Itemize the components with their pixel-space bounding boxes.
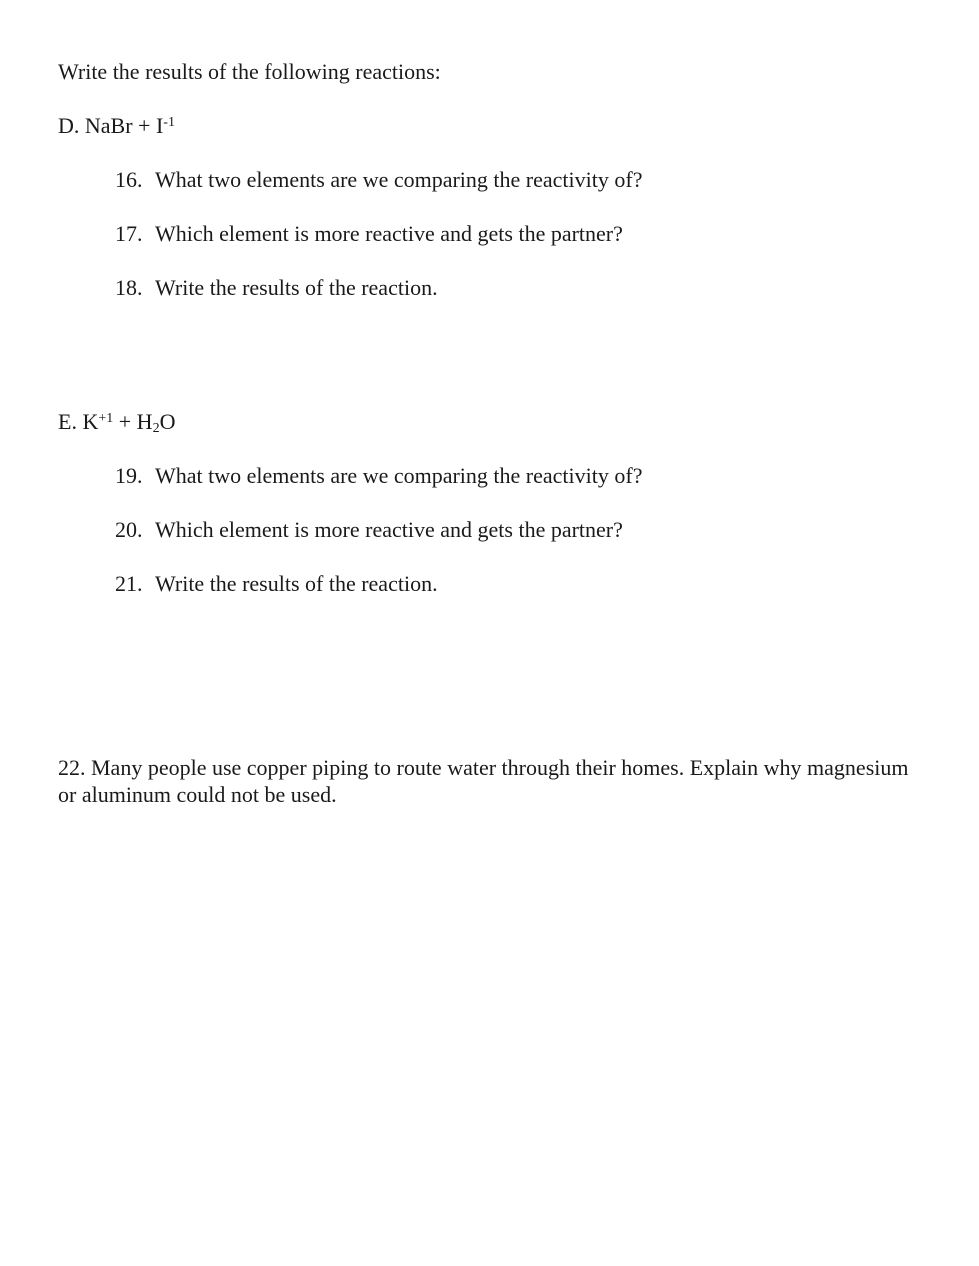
section-e-reactant-2-o: O bbox=[159, 409, 176, 434]
question-22 bbox=[58, 754, 918, 808]
question-number: 17. bbox=[115, 221, 143, 246]
question-text: Write the results of the reaction. bbox=[155, 571, 438, 596]
section-d-label: D. bbox=[58, 113, 80, 138]
section-e-reactant-2-subscript: 2 bbox=[152, 421, 160, 436]
section-e-reactant-1: K bbox=[82, 409, 99, 434]
question-text: Many people use copper piping to route water through their homes. Explain why magnesium or aluminum could not be used. bbox=[58, 755, 909, 807]
section-e-label: E. bbox=[58, 409, 77, 434]
section-e-plus: + bbox=[118, 409, 132, 434]
question-19 bbox=[115, 462, 642, 489]
section-d-reactant-2-charge: -1 bbox=[163, 115, 175, 130]
section-d-heading bbox=[58, 112, 175, 139]
question-21 bbox=[115, 570, 438, 597]
question-number: 21. bbox=[115, 571, 143, 596]
question-number: 20. bbox=[115, 517, 143, 542]
section-d-reactant-1: NaBr bbox=[84, 113, 133, 138]
question-text: What two elements are we comparing the reactivity of? bbox=[155, 167, 643, 192]
question-17 bbox=[115, 220, 623, 247]
question-number: 16. bbox=[115, 167, 143, 192]
instruction-text: Write the results of the following reactions: bbox=[58, 59, 441, 84]
question-text: Which element is more reactive and gets the partner? bbox=[155, 517, 623, 542]
question-number: 19. bbox=[115, 463, 143, 488]
section-e-reactant-2-h: H bbox=[136, 409, 153, 434]
section-d-reactant-2: I bbox=[155, 113, 164, 138]
question-text: What two elements are we comparing the reactivity of? bbox=[155, 463, 643, 488]
question-text: Write the results of the reaction. bbox=[155, 275, 438, 300]
question-number: 18. bbox=[115, 275, 143, 300]
question-16 bbox=[115, 166, 642, 193]
question-18 bbox=[115, 274, 438, 301]
question-number: 22. bbox=[58, 755, 86, 780]
section-e-heading bbox=[58, 408, 175, 435]
question-20 bbox=[115, 516, 623, 543]
question-text: Which element is more reactive and gets the partner? bbox=[155, 221, 623, 246]
section-e-reactant-1-charge: +1 bbox=[98, 411, 114, 426]
section-d-plus: + bbox=[138, 113, 151, 138]
